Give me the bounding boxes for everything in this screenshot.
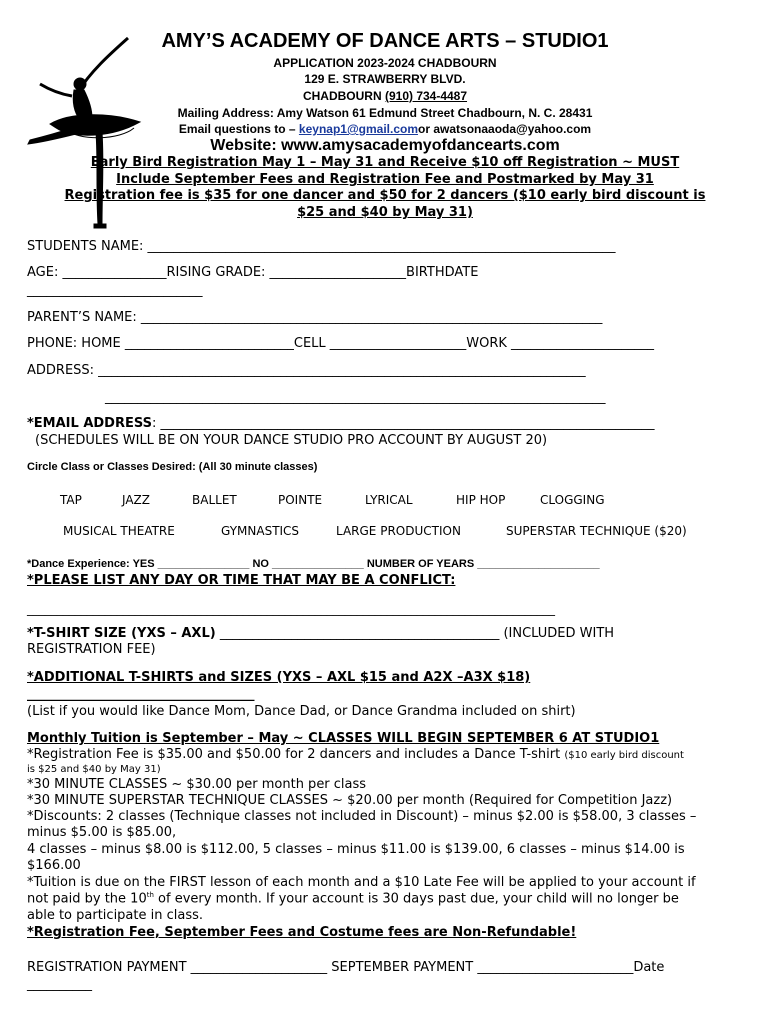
additional-tshirts-heading: *ADDITIONAL T-SHIRTS and SIZES (YXS – AXL $15 and A2X –A3X $18) bbox=[27, 670, 531, 685]
class-option-pointe[interactable]: POINTE bbox=[278, 493, 323, 507]
class-option-musical-theatre[interactable]: MUSICAL THEATRE bbox=[63, 524, 175, 538]
class-option-gymnastics[interactable]: GYMNASTICS bbox=[221, 524, 300, 538]
additional-tshirts-line[interactable]: ___________________________________ bbox=[27, 687, 255, 702]
class-option-jazz[interactable]: JAZZ bbox=[122, 493, 150, 507]
email-alt: or awatsonaaoda@yahoo.com bbox=[418, 122, 592, 136]
shirt-list-note: (List if you would like Dance Mom, Dance Dad, or Dance Grandma included on shirt) bbox=[27, 704, 576, 719]
conflict-line[interactable]: ________________________________________________________________________________________ bbox=[27, 602, 555, 616]
tuition-due-superscript: th bbox=[146, 891, 154, 899]
website: Website: www.amysacademyofdancearts.com bbox=[210, 137, 560, 154]
tshirt-size-field[interactable] bbox=[27, 626, 614, 641]
registration-fee-text: *Registration Fee is $35.00 and $50.00 for 2 dancers and includes a Dance T-shirt bbox=[27, 747, 565, 762]
early-bird-discount-note-2: is $25 and $40 by May 31) bbox=[27, 764, 161, 775]
class-option-ballet[interactable]: BALLET bbox=[192, 493, 237, 507]
studio-city: CHADBOURN bbox=[302, 89, 382, 103]
class-option-clogging[interactable]: CLOGGING bbox=[540, 493, 605, 507]
thirty-minute-classes: *30 MINUTE CLASSES ~ $30.00 per month per class bbox=[27, 777, 367, 792]
discounts-line-4: $166.00 bbox=[27, 858, 81, 873]
non-refundable-notice: *Registration Fee, September Fees and Costume fees are Non-Refundable! bbox=[27, 925, 577, 940]
birthdate-line[interactable]: ___________________________ bbox=[27, 283, 203, 298]
class-option-hip-hop[interactable]: HIP HOP bbox=[456, 493, 506, 507]
parent-name-field[interactable]: PARENT’S NAME: _______________________________________________________________________ bbox=[27, 310, 603, 325]
email-questions bbox=[0, 122, 770, 136]
phone-fields[interactable]: PHONE: HOME __________________________CELL _____________________WORK ______________________ bbox=[27, 336, 655, 351]
address-field[interactable]: ADDRESS: ___________________________________________________________________________ bbox=[27, 363, 586, 378]
early-bird-line-3: Registration fee is $35 for one dancer and $50 for 2 dancers ($10 early bird discount is bbox=[64, 188, 706, 203]
class-option-large-production[interactable]: LARGE PRODUCTION bbox=[336, 524, 461, 538]
payment-fields[interactable]: REGISTRATION PAYMENT _____________________ SEPTEMBER PAYMENT ________________________Date bbox=[27, 960, 665, 975]
tuition-due-line-3: able to participate in class. bbox=[27, 908, 204, 923]
tuition-heading: Monthly Tuition is September – May ~ CLASSES WILL BEGIN SEPTEMBER 6 AT STUDIO1 bbox=[27, 731, 660, 746]
application-title: APPLICATION 2023-2024 CHADBOURN bbox=[273, 56, 497, 70]
circle-classes-label: Circle Class or Classes Desired: (All 30 minute classes) bbox=[27, 461, 318, 473]
studio-phone: (910) 734-4487 bbox=[384, 89, 468, 103]
early-bird-line-2: Include September Fees and Registration Fee and Postmarked by May 31 bbox=[116, 172, 654, 187]
email-link-keynap[interactable]: keynap1@gmail.com bbox=[298, 122, 419, 136]
early-bird-line-1: Early Bird Registration May 1 – May 31 and Receive $10 off Registration ~ MUST bbox=[90, 155, 680, 170]
studio-city-phone bbox=[0, 89, 770, 103]
schedules-note: (SCHEDULES WILL BE ON YOUR DANCE STUDIO PRO ACCOUNT BY AUGUST 20) bbox=[35, 433, 548, 448]
class-option-superstar-technique[interactable]: SUPERSTAR TECHNIQUE ($20) bbox=[506, 524, 687, 538]
discounts-line-3: 4 classes – minus $8.00 is $112.00, 5 classes – minus $11.00 is $139.00, 6 classes – minus $14.00 is bbox=[27, 842, 685, 857]
early-bird-discount-note: ($10 early bird discount bbox=[564, 750, 684, 761]
email-address-label: *EMAIL ADDRESS bbox=[27, 416, 152, 431]
studio-street: 129 E. STRAWBERRY BLVD. bbox=[304, 72, 466, 86]
superstar-technique-price: *30 MINUTE SUPERSTAR TECHNIQUE CLASSES ~ $20.00 per month (Required for Competition Jazz) bbox=[27, 793, 673, 808]
address-line-2[interactable]: _____________________________________________________________________________ bbox=[105, 390, 606, 405]
email-address-line[interactable]: : ____________________________________________________________________________ bbox=[152, 416, 655, 431]
early-bird-line-4: $25 and $40 by May 31) bbox=[297, 205, 473, 220]
age-grade-birthdate-field[interactable]: AGE: ________________RISING GRADE: _____________________BIRTHDATE bbox=[27, 265, 479, 280]
email-prefix: Email questions to – bbox=[178, 122, 299, 136]
discounts-line-2: minus $5.00 is $85.00, bbox=[27, 825, 177, 840]
class-option-lyrical[interactable]: LYRICAL bbox=[365, 493, 413, 507]
registration-fee-info bbox=[27, 747, 684, 762]
conflict-heading: *PLEASE LIST ANY DAY OR TIME THAT MAY BE A CONFLICT: bbox=[27, 573, 456, 588]
tuition-due-text-a: not paid by the 10 bbox=[27, 891, 147, 907]
tuition-due-text-b: of every month. If your account is 30 days past due, your child will no longer be bbox=[153, 891, 679, 907]
discounts-line-1: *Discounts: 2 classes (Technique classes not included in Discount) – minus $2.00 is $58.00, 3 classes – bbox=[27, 809, 697, 824]
students-name-field[interactable]: STUDENTS NAME: ________________________________________________________________________ bbox=[27, 239, 616, 254]
dance-experience-field[interactable]: *Dance Experience: YES _______________ NO _______________ NUMBER OF YEARS ____________________ bbox=[27, 558, 600, 570]
tuition-due-line-1: *Tuition is due on the FIRST lesson of each month and a $10 Late Fee will be applied to your account if bbox=[27, 875, 696, 890]
tshirt-size-line[interactable]: ___________________________________________ (INCLUDED WITH bbox=[215, 626, 615, 641]
class-option-tap[interactable]: TAP bbox=[60, 493, 82, 507]
tshirt-size-label: *T-SHIRT SIZE (YXS – AXL) bbox=[27, 626, 216, 641]
mailing-address: Mailing Address: Amy Watson 61 Edmund Street Chadbourn, N. C. 28431 bbox=[177, 106, 593, 120]
email-address-field[interactable] bbox=[27, 416, 655, 431]
academy-title: AMY’S ACADEMY OF DANCE ARTS – STUDIO1 bbox=[161, 30, 609, 52]
payment-date-line[interactable]: __________ bbox=[27, 977, 92, 992]
tshirt-included-note: REGISTRATION FEE) bbox=[27, 642, 156, 657]
tuition-due-line-2 bbox=[27, 891, 679, 906]
